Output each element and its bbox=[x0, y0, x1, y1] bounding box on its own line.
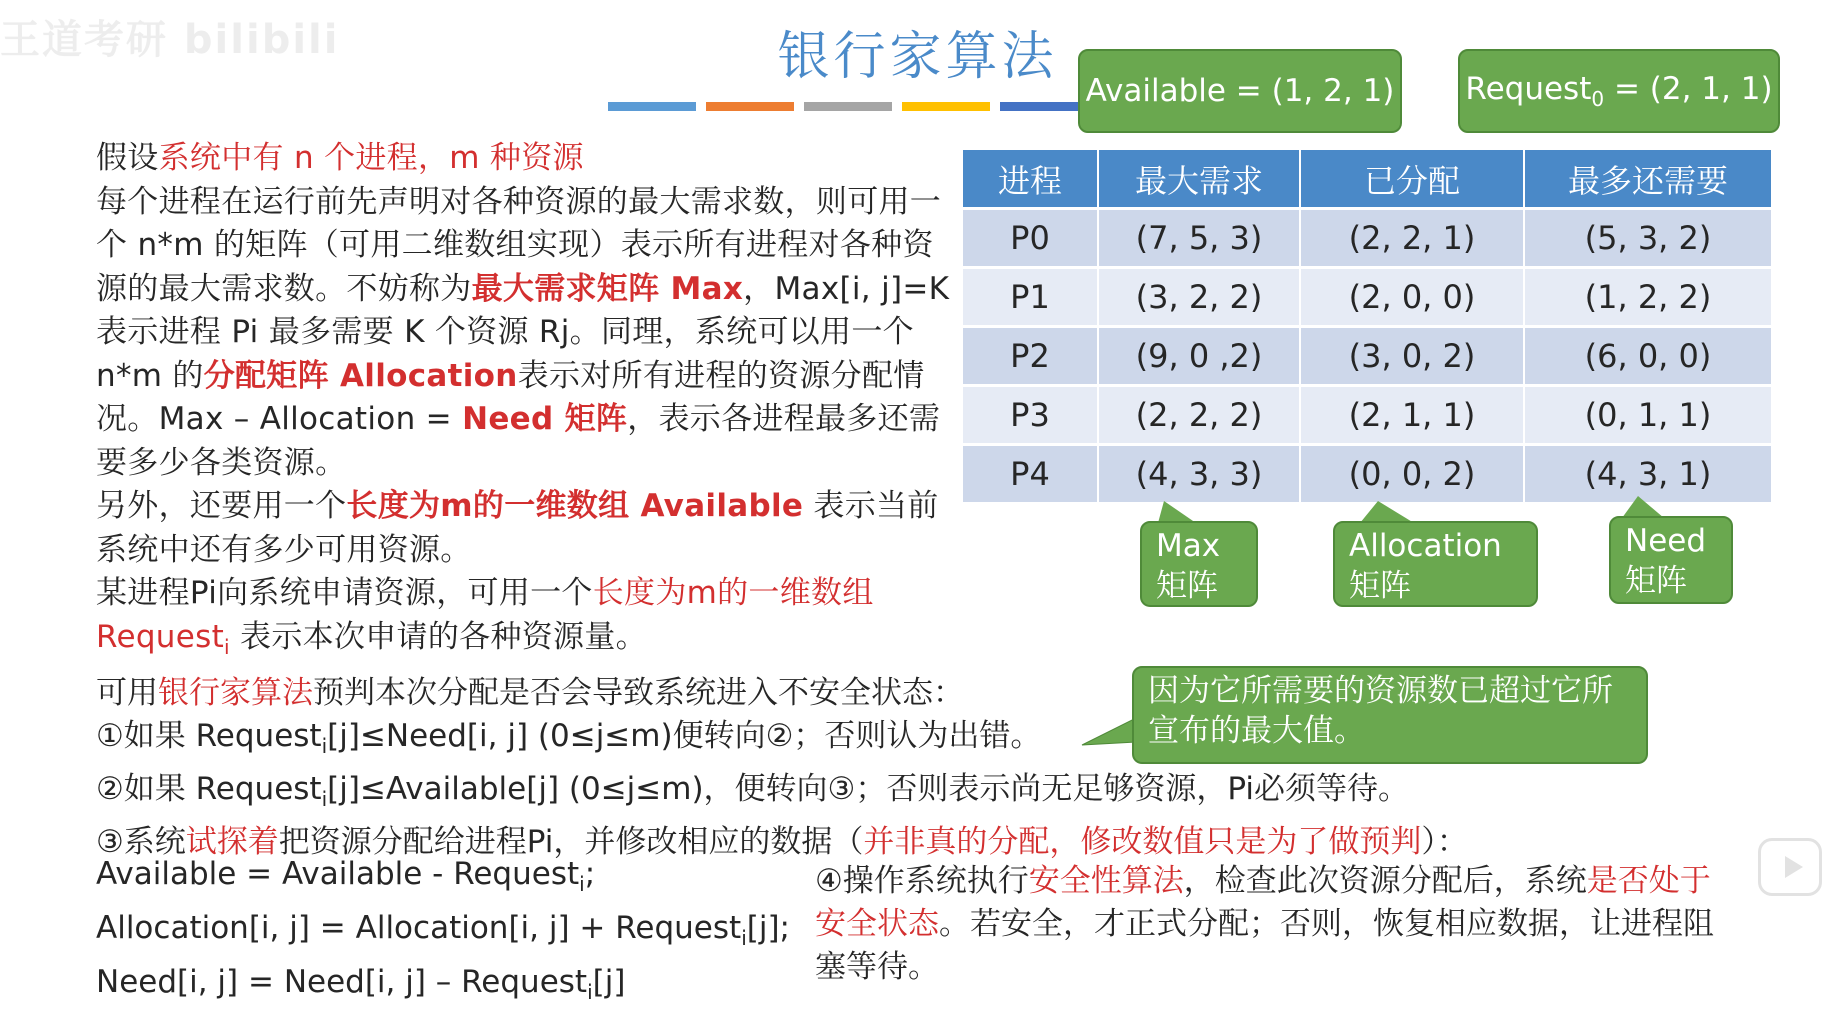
step-4: ④操作系统执行安全性算法，检查此次资源分配后，系统是否处于安全状态。若安全，才正式分配；否则，恢复相应数据，让进程阻塞等待。 bbox=[815, 863, 1714, 985]
need-cell: (4, 3, 1) bbox=[1524, 445, 1771, 503]
max-cell: (2, 2, 2) bbox=[1098, 386, 1300, 445]
max-cell: (9, 0 ,2) bbox=[1098, 327, 1300, 386]
header-allocation: 已分配 bbox=[1300, 150, 1524, 209]
header-process: 进程 bbox=[963, 150, 1098, 209]
need-cell: (0, 1, 1) bbox=[1524, 386, 1771, 445]
update-formulas bbox=[96, 852, 790, 1015]
intro-paragraph-1: 假设系统中有 n 个进程，m 种资源 bbox=[96, 140, 584, 176]
steps-intro: 可用银行家算法预判本次分配是否会导致系统进入不安全状态： bbox=[96, 675, 964, 711]
header-need: 最多还需要 bbox=[1524, 150, 1771, 209]
header-max: 最大需求 bbox=[1098, 150, 1300, 209]
max-cell: (3, 2, 2) bbox=[1098, 268, 1300, 327]
process-cell: P3 bbox=[963, 386, 1098, 445]
need-cell: (5, 3, 2) bbox=[1524, 209, 1771, 268]
intro-paragraph-3: 另外，还要用一个长度为m的一维数组 Available 表示当前系统中还有多少可用资源。 bbox=[96, 488, 939, 568]
allocation-callout-pointer bbox=[1360, 501, 1414, 523]
available-text: Available = (1, 2, 1) bbox=[1085, 73, 1395, 109]
algorithm-steps bbox=[96, 672, 1468, 864]
need-cell: (1, 2, 2) bbox=[1524, 268, 1771, 327]
intro-paragraph-2: 每个进程在运行前先声明对各种资源的最大需求数，则可用一个 n*m 的矩阵（可用二维数组实现）表示所有进程对各种资源的最大需求数。不妨称为最大需求矩阵 Max，Max[i, j]=K 表示进程 Pi 最多需要 K 个资源 Rj。同理，系统可以用一个 n*m 的分配矩阵 Allocation表示对所有进程的资源分配情况。Max – Allocation = Need 矩阵，表示各进程最多还需要多少各类资源。 bbox=[96, 183, 950, 481]
formula-need: Need[i, j] = Need[i, j] – Request$_i$[j] bbox=[96, 964, 626, 1005]
need-label: Need 矩阵 bbox=[1609, 516, 1733, 604]
max-label: Max 矩阵 bbox=[1140, 521, 1258, 607]
request-text: Request$_0$ = (2, 1, 1) bbox=[1465, 70, 1773, 112]
error-callout: 因为它所需要的资源数已超过它所宣布的最大值。 bbox=[1132, 666, 1648, 764]
formula-allocation: Allocation[i, j] = Allocation[i, j] + Request$_i$[j]; bbox=[96, 910, 790, 951]
process-cell: P4 bbox=[963, 445, 1098, 503]
need-cell: (6, 0, 0) bbox=[1524, 327, 1771, 386]
allocation-label: Allocation 矩阵 bbox=[1333, 521, 1538, 607]
process-cell: P2 bbox=[963, 327, 1098, 386]
max-callout-pointer bbox=[1158, 501, 1196, 523]
play-icon[interactable] bbox=[1758, 838, 1822, 896]
step-3: ③系统试探着把资源分配给进程Pi，并修改相应的数据（并非真的分配，修改数值只是为了做预判）： bbox=[96, 824, 1468, 861]
allocation-cell: (2, 0, 0) bbox=[1300, 268, 1524, 327]
step-2: ②如果 Request$_i$[j]≤Available[j] (0≤j≤m)，便转向③；否则表示尚无足够资源，Pi必须等待。 bbox=[96, 771, 1409, 812]
max-cell: (4, 3, 3) bbox=[1098, 445, 1300, 503]
intro-paragraph-4: 某进程Pi向系统申请资源，可用一个长度为m的一维数组 Request$_i$ 表示本次申请的各种资源量。 bbox=[96, 575, 874, 659]
process-cell: P0 bbox=[963, 209, 1098, 268]
allocation-cell: (3, 0, 2) bbox=[1300, 327, 1524, 386]
page-title: 银行家算法 bbox=[777, 27, 1058, 87]
max-cell: (7, 5, 3) bbox=[1098, 209, 1300, 268]
allocation-cell: (2, 1, 1) bbox=[1300, 386, 1524, 445]
process-cell: P1 bbox=[963, 268, 1098, 327]
formula-available: Available = Available - Request$_i$; bbox=[96, 856, 596, 897]
need-callout-pointer bbox=[1622, 496, 1664, 518]
watermark: 王道考研 bilibili bbox=[0, 17, 340, 63]
step-1: ①如果 Request$_i$[j]≤Need[i, j] (0≤j≤m)便转向②；否则认为出错。 bbox=[96, 718, 1042, 759]
allocation-cell: (0, 0, 2) bbox=[1300, 445, 1524, 503]
allocation-cell: (2, 2, 1) bbox=[1300, 209, 1524, 268]
